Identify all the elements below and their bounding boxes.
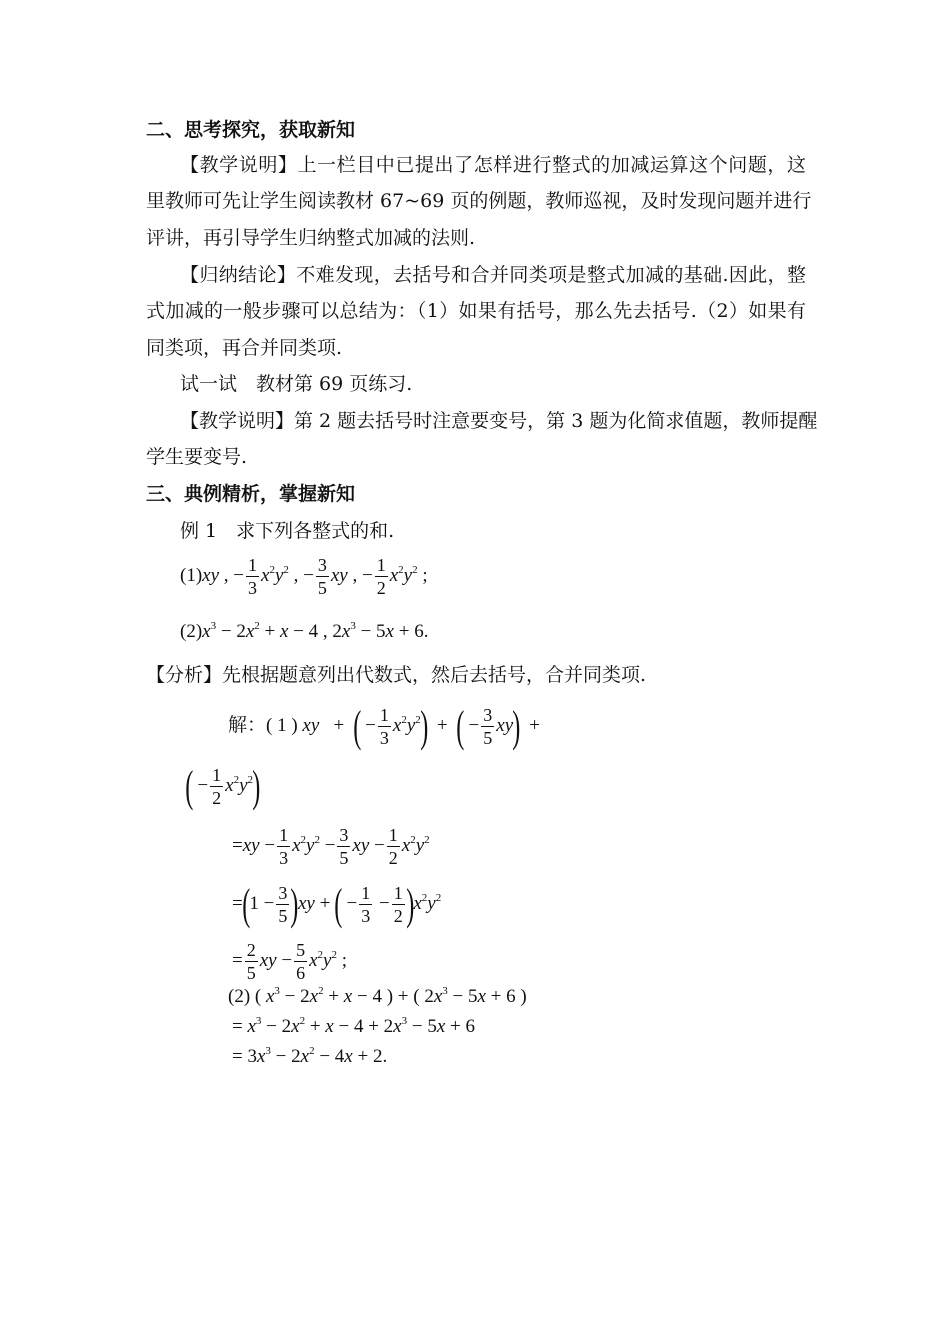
teaching-note-line-1: 【教学说明】上一栏目中已提出了怎样进行整式的加减运算这个问题，这 — [180, 154, 806, 176]
solution-part-2-line-3: = $3x^3 - 2x^2 - 4x + 2$. — [232, 1045, 388, 1067]
conclusion-line-3: 同类项，再合并同类项. — [146, 337, 343, 359]
example-part-2: $(2)x^3 - 2x^2 + x - 4$ , $2x^3 - 5x + 6$. — [180, 620, 429, 642]
solution-part-2-line-2: = $x^3 - 2x^2 + x - 4 + 2x^3 - 5x + 6$ — [232, 1015, 475, 1037]
solution-line-1: 解：( 1 ) xy + ( − $\frac{1}{3}$ $x^2y^2$) + ( − $\frac{3}{5}$ xy) + — [228, 701, 541, 751]
example-label: 例 1 求下列各整式的和. — [180, 520, 395, 542]
teaching-note-line-2: 里教师可先让学生阅读教材 67~69 页的例题，教师巡视，及时发现问题并进行 — [146, 190, 812, 212]
section-heading-3: 三、典例精析，掌握新知 — [146, 483, 356, 505]
try-it-line: 试一试 教材第 69 页练习. — [180, 373, 413, 395]
teaching-note2-line-2: 学生要变号. — [146, 446, 248, 468]
solution-part-2-line-1: (2) ( $x^3 - 2x^2 + x - 4$ ) + ( $2x^3 - 5x + 6$ ) — [228, 985, 527, 1007]
solution-line-1-cont: ( − $\frac{1}{2}$ $x^2y^2$) — [185, 761, 261, 811]
solution-step-3: =(1 − $\frac{3}{5}$ )xy + ( − $\frac{1}{3}$ − $\frac{1}{2}$ )$x^2y^2$ — [232, 879, 442, 929]
teaching-note2-line-1: 【教学说明】第 2 题去括号时注意要变号，第 3 题为化简求值题，教师提醒 — [180, 410, 818, 432]
conclusion-line-1: 【归纳结论】不难发现，去括号和合并同类项是整式加减的基础.因此，整 — [180, 264, 806, 286]
conclusion-line-2: 式加减的一般步骤可以总结为：（1）如果有括号，那么先去括号.（2）如果有 — [146, 300, 806, 322]
solution-step-2: =xy − $\frac{1}{3}$ $x^2y^2$ − $\frac{3}{5}$ xy − $\frac{1}{2}$ $x^2y^2$ — [232, 825, 430, 868]
teaching-note-line-3: 评讲，再引导学生归纳整式加减的法则. — [146, 227, 476, 249]
example-part-1: (1)xy , − $\frac{1}{3}$ $x^2y^2$ , − $\frac{3}{5}$ xy , − $\frac{1}{2}$ $x^2y^2$ ; — [180, 555, 428, 598]
solution-step-4: = $\frac{2}{5}$ xy − $\frac{5}{6}$ $x^2y^2$ ; — [232, 940, 347, 983]
section-heading-2: 二、思考探究，获取新知 — [146, 119, 356, 141]
analysis-line: 【分析】先根据题意列出代数式，然后去括号，合并同类项. — [146, 664, 647, 686]
